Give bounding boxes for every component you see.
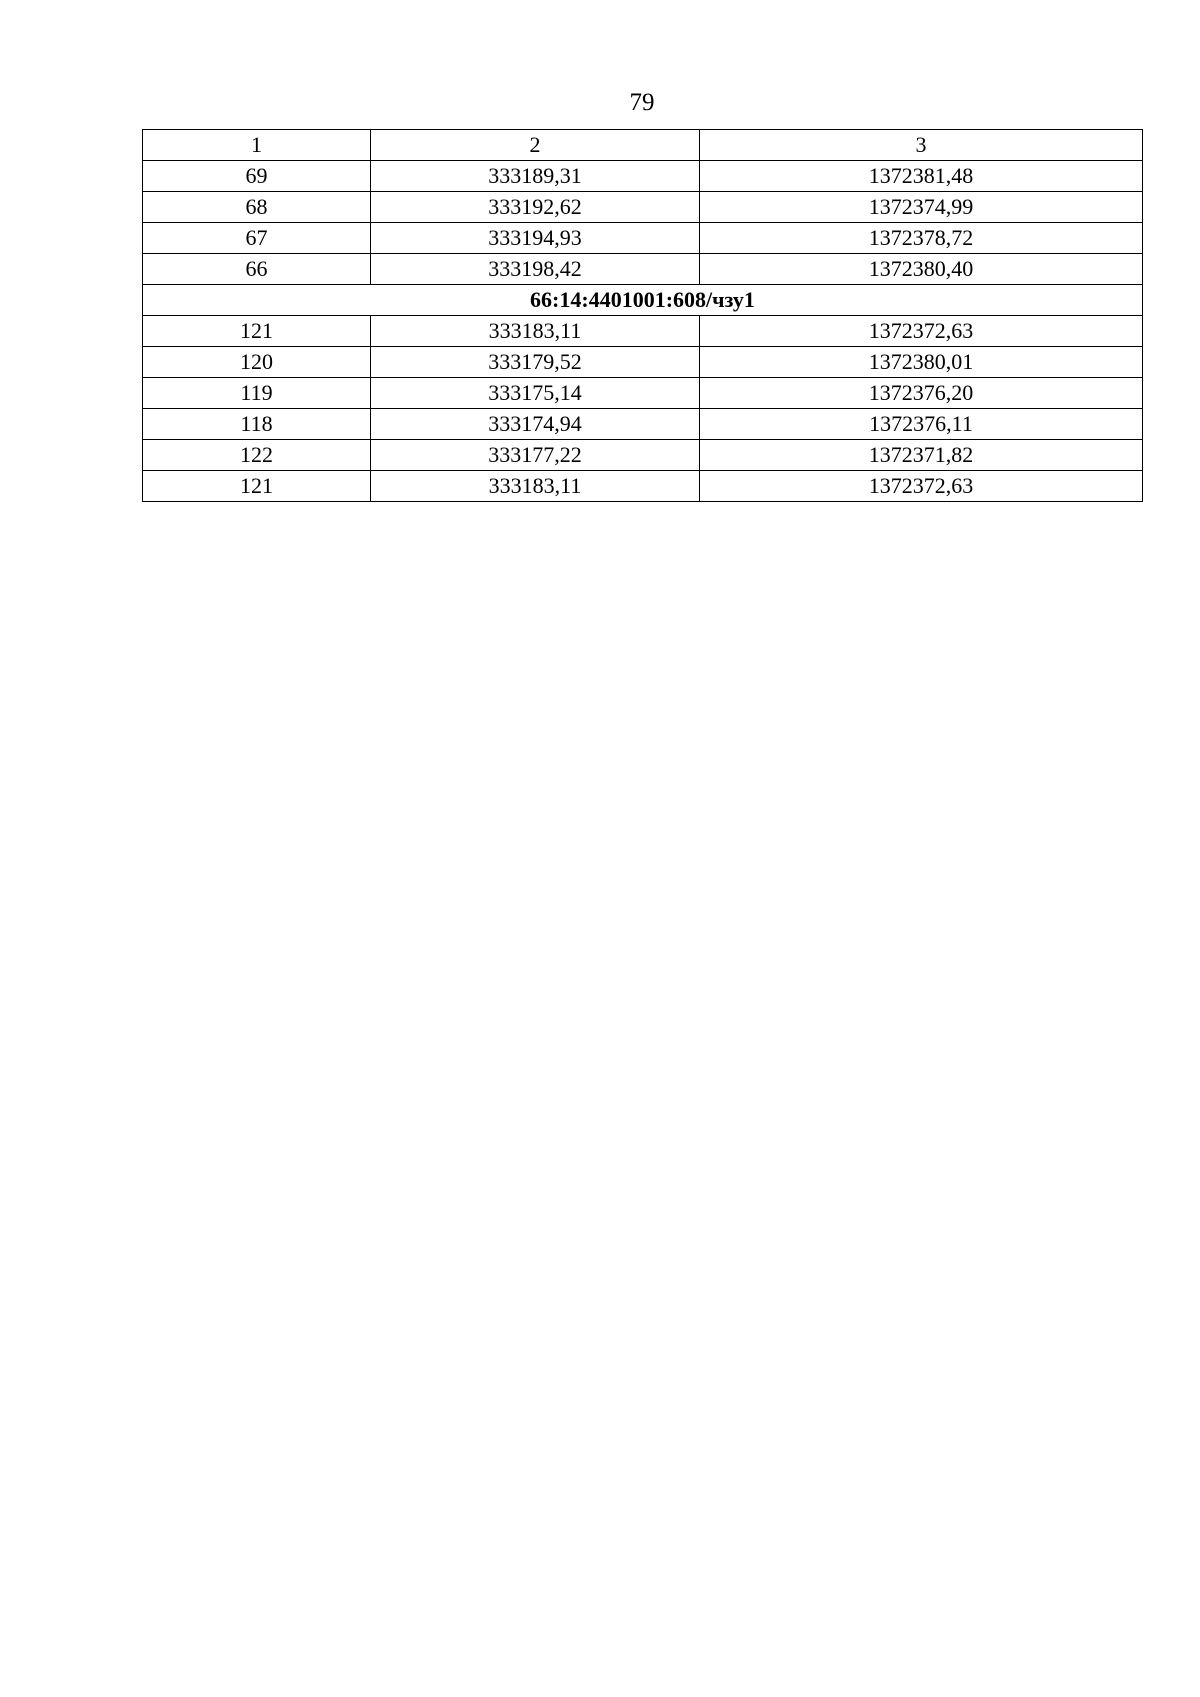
point-number-cell: 120 (143, 347, 371, 378)
header-cell-1: 1 (143, 130, 371, 161)
table-row (143, 409, 1143, 440)
point-number-cell: 66 (143, 254, 371, 285)
point-number-cell: 69 (143, 161, 371, 192)
table-row (143, 223, 1143, 254)
point-number-cell: 67 (143, 223, 371, 254)
table-header-row (143, 130, 1143, 161)
y-coordinate-cell: 1372378,72 (700, 223, 1143, 254)
section-title-row (143, 285, 1143, 316)
table-row (143, 378, 1143, 409)
table-row (143, 254, 1143, 285)
x-coordinate-cell: 333177,22 (371, 440, 700, 471)
y-coordinate-cell: 1372372,63 (700, 471, 1143, 502)
point-number-cell: 121 (143, 316, 371, 347)
x-coordinate-cell: 333192,62 (371, 192, 700, 223)
header-cell-3: 3 (700, 130, 1143, 161)
point-number-cell: 68 (143, 192, 371, 223)
header-cell-2: 2 (371, 130, 700, 161)
table-row (143, 471, 1143, 502)
section-title: 66:14:4401001:608/чзу1 (143, 285, 1143, 316)
y-coordinate-cell: 1372376,11 (700, 409, 1143, 440)
table-row (143, 161, 1143, 192)
x-coordinate-cell: 333194,93 (371, 223, 700, 254)
page-number: 79 (629, 89, 655, 116)
x-coordinate-cell: 333175,14 (371, 378, 700, 409)
y-coordinate-cell: 1372372,63 (700, 316, 1143, 347)
point-number-cell: 121 (143, 471, 371, 502)
x-coordinate-cell: 333198,42 (371, 254, 700, 285)
y-coordinate-cell: 1372380,40 (700, 254, 1143, 285)
table-row (143, 316, 1143, 347)
y-coordinate-cell: 1372371,82 (700, 440, 1143, 471)
table-row (143, 192, 1143, 223)
point-number-cell: 119 (143, 378, 371, 409)
table-row (143, 440, 1143, 471)
point-number-cell: 118 (143, 409, 371, 440)
coordinates-table (142, 129, 1143, 502)
x-coordinate-cell: 333189,31 (371, 161, 700, 192)
x-coordinate-cell: 333174,94 (371, 409, 700, 440)
x-coordinate-cell: 333179,52 (371, 347, 700, 378)
y-coordinate-cell: 1372376,20 (700, 378, 1143, 409)
table-row (143, 347, 1143, 378)
y-coordinate-cell: 1372374,99 (700, 192, 1143, 223)
y-coordinate-cell: 1372381,48 (700, 161, 1143, 192)
point-number-cell: 122 (143, 440, 371, 471)
x-coordinate-cell: 333183,11 (371, 316, 700, 347)
y-coordinate-cell: 1372380,01 (700, 347, 1143, 378)
x-coordinate-cell: 333183,11 (371, 471, 700, 502)
